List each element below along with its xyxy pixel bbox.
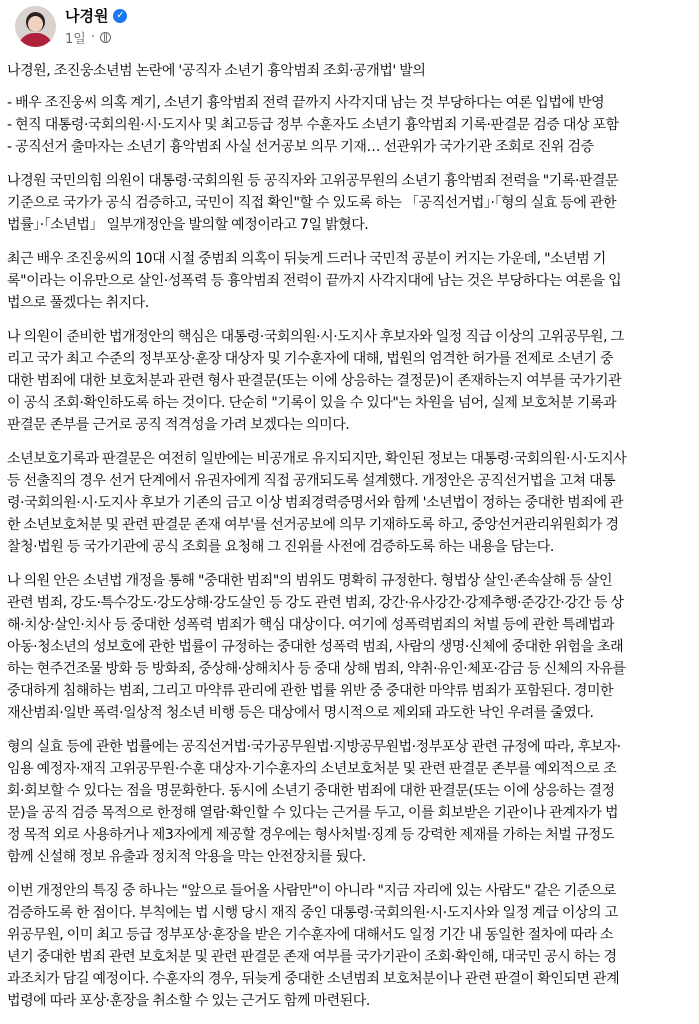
body-paragraph [7,248,691,314]
avatar[interactable] [15,6,56,47]
verified-badge-icon: ✓ [113,9,127,23]
author-name[interactable]: 나경원 [65,7,109,25]
paragraph-line: 법령에 따라 포상·훈장을 취소할 수 있는 근거도 함께 마련된다. [7,993,370,1009]
paragraph-line: 이 공식 조회·확인하도록 하는 것이다. 단순히 "기록이 있을 수 있다"는 차원을 넘어, 실제 보호처분 기록과 [7,395,617,411]
paragraph-line: 찰청·법원 등 국가기관에 공식 조회를 요청해 그 진위를 사전에 검증하도록 하는 내용을 담는다. [7,539,554,555]
paragraph-line: 중대하게 침해하는 범죄, 그리고 마약류 관리에 관한 법률 위반 중 중대한 마약류 범죄가 포함된다. 경미한 [7,683,614,699]
meta-separator: · [90,30,95,45]
post-header [7,0,691,56]
paragraph-line: 최근 배우 조진웅씨의 10대 시절 중범죄 의혹이 뒤늦게 드러나 국민적 공분이 커지는 가운데, "소년범 기 [7,251,606,267]
paragraph-line: 년기 중대한 범죄 관련 보호처분 및 관련 판결문 존재 여부를 국가기관이 조회·확인해, 대국민 공시 하는 경 [7,949,617,965]
bullet-item: - 현직 대통령·국회의원·시·도지사 및 최고등급 정부 수훈자도 소년기 흉악범죄 기록·판결문 검증 대상 포함 [7,117,619,133]
bullet-item: - 공직선거 출마자는 소년기 흉악범죄 사실 선거공보 의무 기재… 선관위가 국가기관 조회로 진위 검증 [7,139,594,155]
paragraph-line: 정 목적 외로 사용하거나 제3자에게 제공할 경우에는 형사처벌·징계 등 강력한 제재를 가하는 처벌 규정도 [7,827,615,843]
paragraph-line: 리고 국가 최고 수준의 정부포상·훈장 대상자 및 기수훈자에 대해, 법원의 엄격한 허가를 전제로 소년기 중 [7,351,614,367]
avatar-face [28,16,43,32]
post-meta [65,28,111,47]
body-paragraph [7,448,691,558]
paragraph-line: 법률」·「소년법」 일부개정안을 발의할 예정이라고 7일 밝혔다. [7,217,369,233]
paragraph-line: 기준으로 국가가 공식 검증하고, 국민이 직접 확인"할 수 있도록 하는 「공직선거법」·「형의 실효 등에 관한 [7,195,617,211]
paragraph-line: 이번 개정안의 특징 중 하나는 "앞으로 들어올 사람만"이 아니라 "지금 자리에 있는 사람도" 같은 기준으로 [7,883,616,899]
paragraph-line: 검증하도록 한 점이다. 부칙에는 법 시행 당시 재직 중인 대통령·국회의원·시·도지사와 일정 계급 이상의 고 [7,905,618,921]
paragraph-line: 함께 신설해 정보 유출과 정치적 악용을 막는 안전장치를 뒀다. [7,849,366,865]
paragraph-line: 과조치가 담길 예정이다. 수훈자의 경우, 뒤늦게 중대한 소년범죄 보호처분이나 관련 판결이 확인되면 관계 [7,971,620,987]
globe-icon[interactable] [100,32,111,43]
post-title-text: 나경원, 조진웅소년범 논란에 '공직자 소년기 흉악범죄 조회·공개법' 발의 [7,63,426,79]
paragraph-line: 소년보호기록과 판결문은 여전히 일반에는 비공개로 유지되지만, 확인된 정보는 대통령·국회의원·시·도지사 [7,451,627,467]
paragraph-line: 나 의원 안은 소년법 개정을 통해 "중대한 범죄"의 범위도 명확히 규정한다. 형법상 살인·존속살해 등 살인 [7,573,613,589]
post-timestamp[interactable]: 1일 [65,32,86,47]
paragraph-line: 형의 실효 등에 관한 법률에는 공직선거법·국가공무원법·지방공무원법·정부포상 관련 규정에 따라, 후보자· [7,739,621,755]
paragraph-line: 나 의원이 준비한 법개정안의 핵심은 대통령·국회의원·시·도지사 후보자와 일정 직급 이상의 고위공무원, 그 [7,329,624,345]
paragraph-line: 재산범죄·일반 폭력·일상적 청소년 비행 등은 대상에서 명시적으로 제외돼 과도한 낙인 우려를 줄였다. [7,705,594,721]
avatar-body [18,33,53,47]
paragraph-line: 관련 범죄, 강도·특수강도·강도상해·강도살인 등 강도 관련 범죄, 강간·유사강간·강제추행·준강간·강간 등 상 [7,595,624,611]
body-paragraph [7,880,691,1012]
paragraph-line: 하는 현주건조물 방화 등 방화죄, 중상해·상해치사 등 중대 상해 범죄, 약취·유인·체포·감금 등 신체의 자유를 [7,661,626,677]
paragraph-line: 아동·청소년의 성보호에 관한 법률이 규정하는 중대한 성폭력 범죄, 사람의 생명·신체에 중대한 위험을 초래 [7,639,624,655]
paragraph-line: 등 선출직의 경우 선거 단계에서 유권자에게 직접 공개되도록 설계했다. 개정안은 공직선거법을 고쳐 대통 [7,473,616,489]
paragraph-line: 판결문 존부를 근거로 공직 적격성을 가려 보겠다는 의미다. [7,417,350,433]
paragraph-line: 임용 예정자·재직 고위공무원·수훈 대상자·기수훈자의 소년보호처분 및 관련 판결문 존부를 예외적으로 조 [7,761,617,777]
paragraph-line: 문)을 공직 검증 목적으로 한정해 열람·확인할 수 있다는 근거를 두고, 이를 회보받은 기관이나 관계자가 법 [7,805,619,821]
paragraph-line: 위공무원, 이미 최고 등급 정부포상·훈장을 받은 기수훈자에 대해서도 일정 기간 내 동일한 절차에 따라 소 [7,927,614,943]
paragraph-line: 한 소년보호처분 및 관련 판결문 존재 여부'를 선거공보에 의무 기재하도록 하고, 중앙선거관리위원회가 경 [7,517,619,533]
post-body [7,60,691,1024]
body-paragraph [7,570,691,724]
body-paragraph [7,736,691,868]
paragraph-line: 나경원 국민의힘 의원이 대통령·국회의원 등 공직자와 고위공무원의 소년기 흉악범죄 전력을 "기록·판결문 [7,173,619,189]
body-paragraph [7,326,691,436]
post-title [7,60,691,82]
bullet-item: - 배우 조진웅씨 의혹 계기, 소년기 흉악범죄 전력 끝까지 사각지대 남는 것 부당하다는 여론 입법에 반영 [7,95,605,111]
paragraph-line: 록"이라는 이유만으로 살인·성폭력 등 흉악범죄 전력이 끝까지 사각지대에 남는 것은 부당하다는 여론을 입 [7,273,622,289]
paragraph-line: 대한 범죄에 대한 보호처분과 관련 형사 판결문(또는 이에 상응하는 결정문)이 존재하는지 여부를 국가기관 [7,373,622,389]
author-row [65,6,127,26]
paragraph-list [7,170,691,1012]
paragraph-line: 회·회보할 수 있다는 점을 명문화한다. 동시에 소년기 중대한 범죄에 대한 판결문(또는 이에 상응하는 결정 [7,783,615,799]
body-paragraph [7,170,691,236]
paragraph-line: 령·국회의원·시·도지사 후보가 기존의 금고 이상 범죄경력증명서와 함께 '소년법이 정하는 중대한 범죄에 관 [7,495,624,511]
paragraph-line: 해·치상·살인·치사 등 중대한 성폭력 범죄가 핵심 대상이다. 여기에 성폭력범죄의 처벌 등에 관한 특례법과 [7,617,615,633]
bullet-list [7,92,691,158]
paragraph-line: 법으로 풀겠다는 취지다. [7,295,149,311]
